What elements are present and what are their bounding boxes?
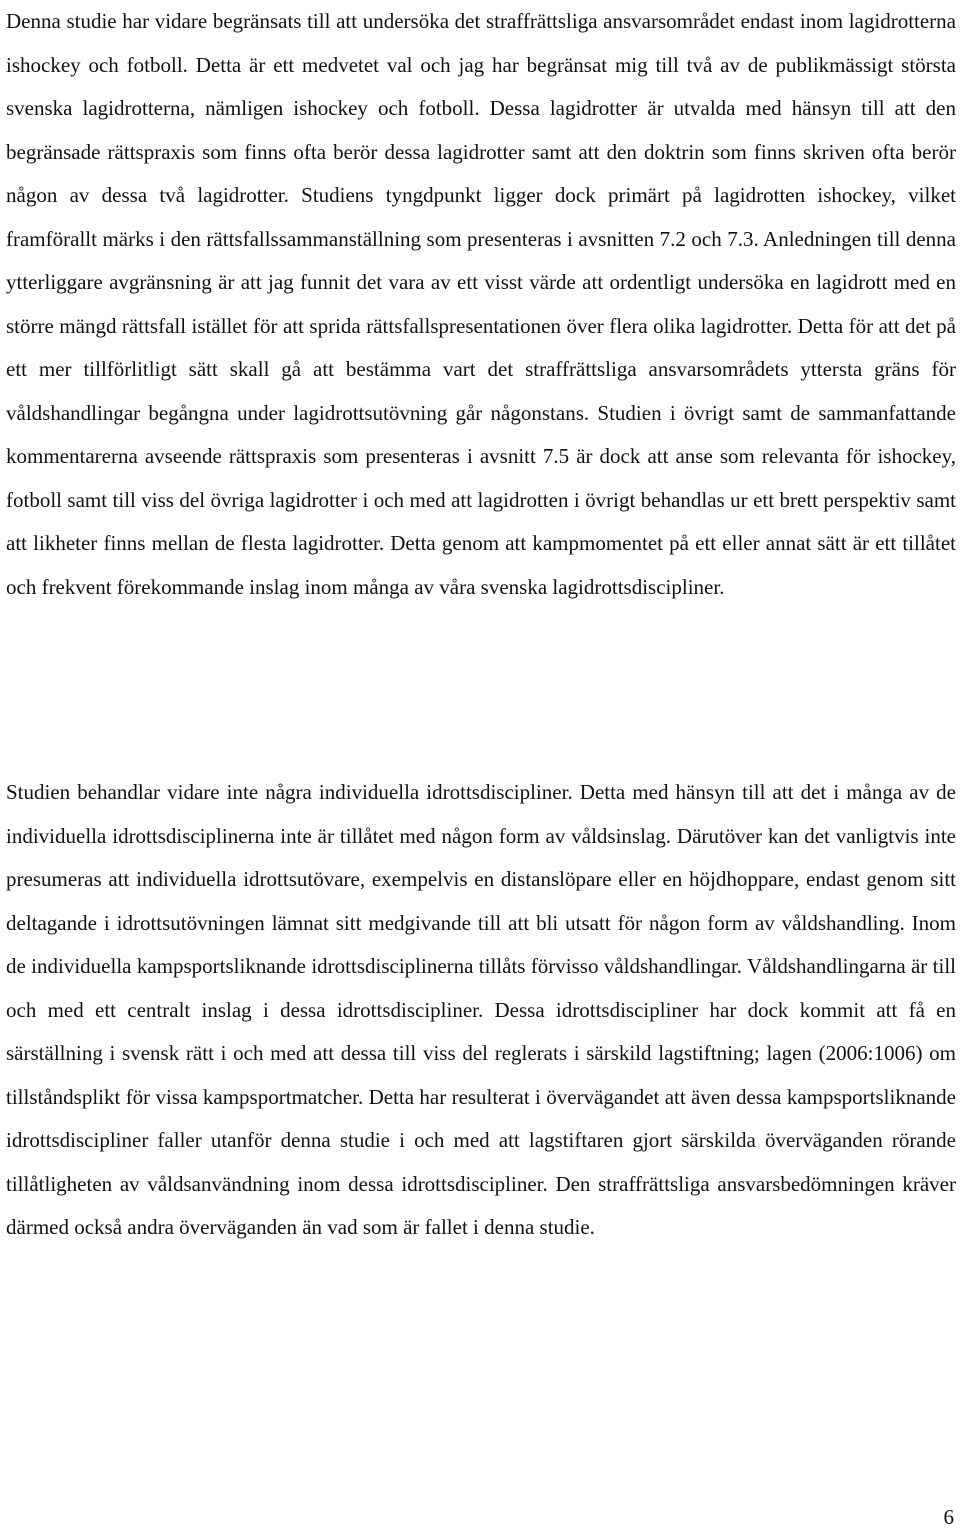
body-paragraph: Denna studie har vidare begränsats till att undersöka det straffrättsliga ansvarsområdet endast inom lagidrotterna ishockey och fotboll. Detta är ett medvetet val och jag har begränsat mig till två av de publikmässigt största svenska lagidrotterna, nämligen ishockey och fotboll. Dessa lagidrotter är utvalda med hänsyn till att den begränsade rättspraxis som finns ofta berör dessa lagidrotter samt att den doktrin som finns skriven ofta berör någon av dessa två lagidrotter. Studiens tyngdpunkt ligger dock primärt på lagidrotten ishockey, vilket framförallt märks i den rättsfallssammanställning som presenteras i avsnitten 7.2 och 7.3. Anledningen till denna ytterliggare avgränsning är att jag funnit det vara av ett visst värde att ordentligt undersöka en lagidrott med en större mängd rättsfall istället för att sprida rättsfallspresentationen över flera olika lagidrotter. Detta för att det på ett mer tillförlitligt sätt skall gå att bestämma vart det straffrättsliga ansvarsområdets yttersta gräns för våldshandlingar begångna under lagidrottsutövning går någonstans. Studien i övrigt samt de sammanfattande kommentarerna avseende rättspraxis som presenteras i avsnitt 7.5 är dock att anse som relevanta för ishockey, fotboll samt till viss del övriga lagidrotter i och med att lagidrotten i övrigt behandlas ur ett brett perspektiv samt att likheter finns mellan de flesta lagidrotter. Detta genom att kampmomentet på ett eller annat sätt är ett tillåtet och frekvent förekommande inslag inom många av våra svenska lagidrottsdiscipliner. bbox=[6, 9, 956, 599]
page-number: 6 bbox=[943, 1505, 954, 1529]
body-paragraph: Studien behandlar vidare inte några individuella idrottsdiscipliner. Detta med hänsyn till att det i många av de individuella idrottsdisciplinerna inte är tillåtet med någon form av våldsinslag. Därutöver kan det vanligtvis inte presumeras att individuella idrottsutövare, exempelvis en distanslöpare eller en höjdhoppare, endast genom sitt deltagande i idrottsutövningen lämnat sitt medgivande till att bli utsatt för någon form av våldshandling. Inom de individuella kampsportsliknande idrottsdisciplinerna tillåts förvisso våldshandlingar. Våldshandlingarna är till och med ett centralt inslag i dessa idrottsdiscipliner. Dessa idrottsdiscipliner har dock kommit att få en särställning i svensk rätt i och med att dessa till viss del reglerats i särskild lagstiftning; lagen (2006:1006) om tillståndsplikt för vissa kampsportmatcher. Detta har resulterat i övervägandet att även dessa kampsportsliknande idrottsdiscipliner faller utanför denna studie i och med att lagstiftaren gjort särskilda överväganden rörande tillåtligheten av våldsanvändning inom dessa idrottsdiscipliner. Den straffrättsliga ansvarsbedömningen kräver därmed också andra överväganden än vad som är fallet i denna studie. bbox=[6, 780, 956, 1239]
